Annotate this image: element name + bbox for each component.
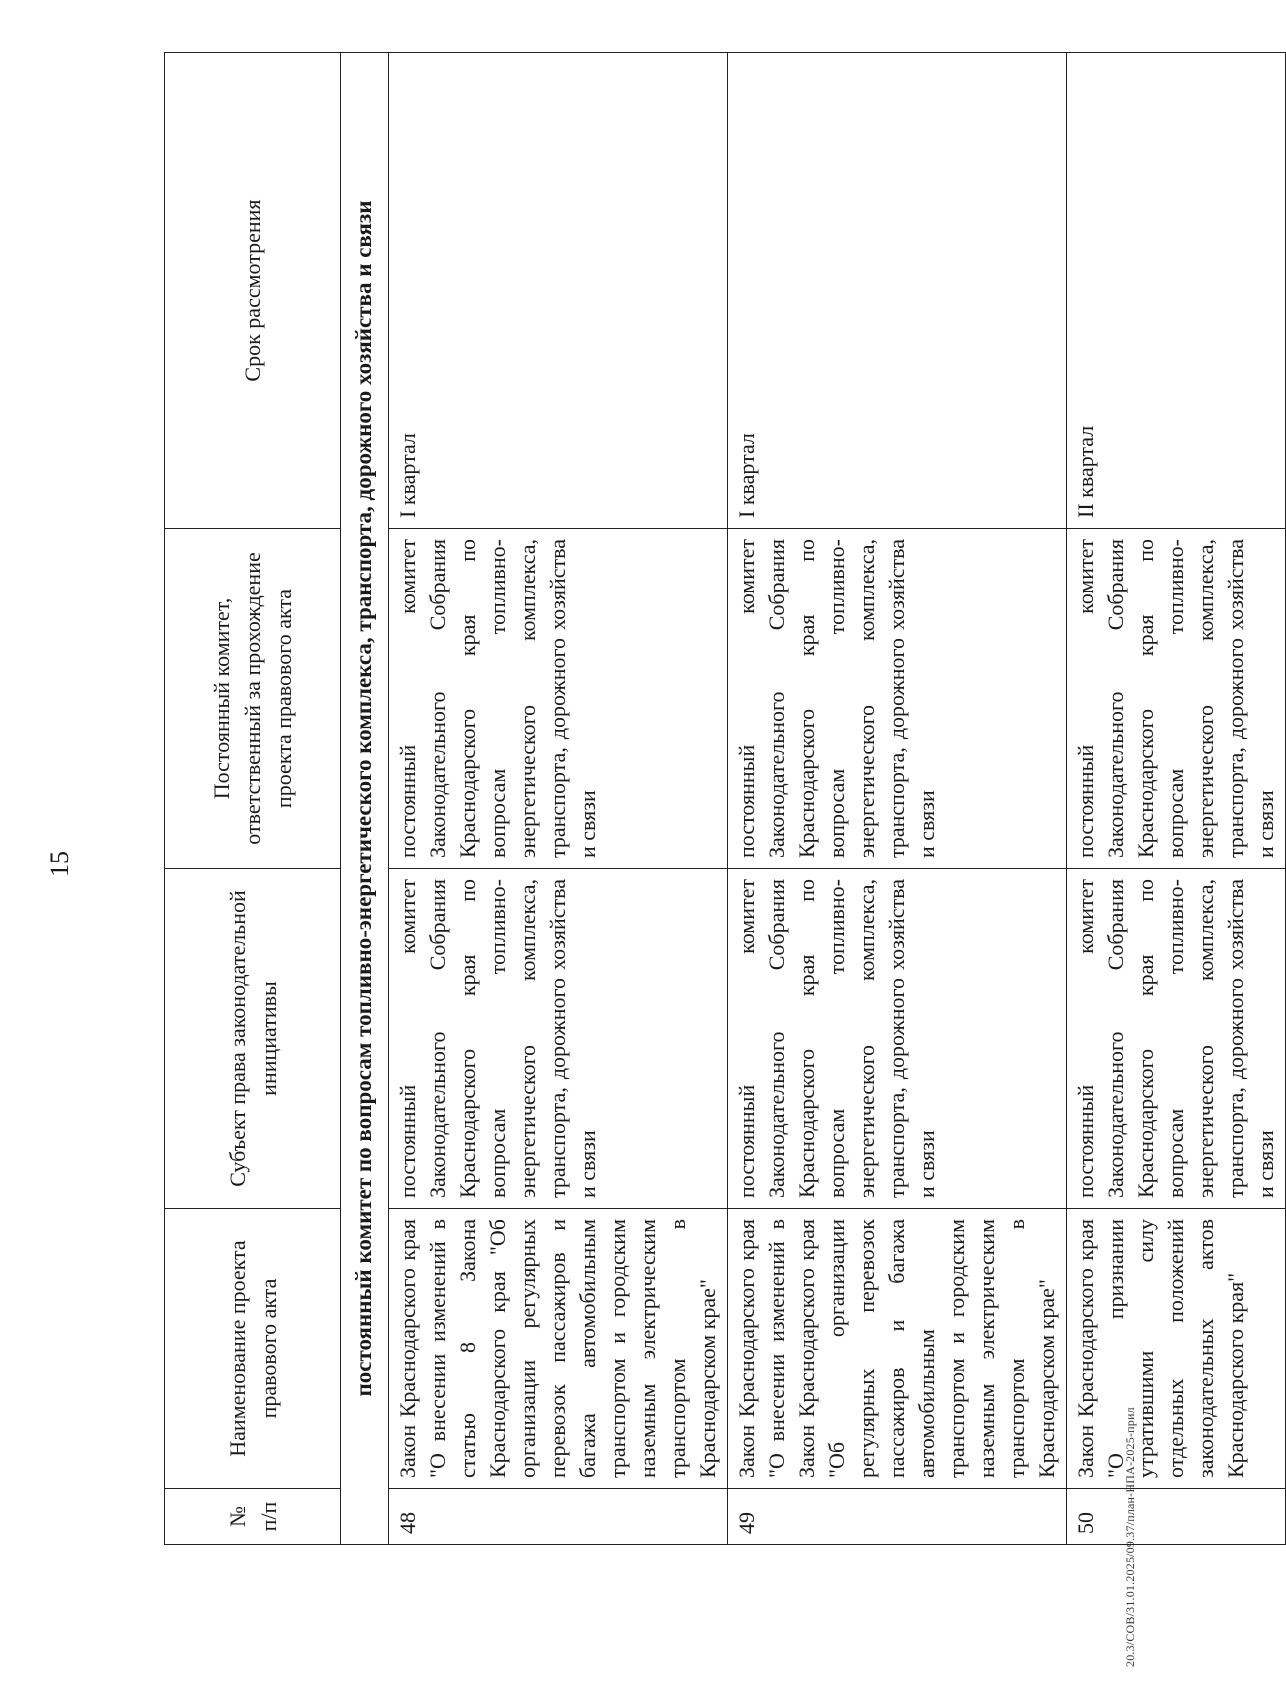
- responsible-committee-cell: постоянный комитет Законодательного Собрания Краснодарского края по вопросам топливно-энергетического комплекса, транспорта, дорожного хозяйства и связи: [389, 529, 728, 869]
- document-code: 20.3/СОВ/31.01.2025/09.37/план-НПА-2025-прил: [1123, 1407, 1137, 1667]
- header-responsible-committee: Постоянный комитет, ответственный за прохождение проекта правового акта: [165, 529, 341, 869]
- initiative-subject-cell: постоянный комитет Законодательного Собрания Краснодарского края по вопросам топливно-энергетического комплекса, транспорта, дорожного хозяйства и связи: [389, 869, 728, 1209]
- row-number: 49: [728, 1489, 1067, 1545]
- act-name-cell: Закон Краснодарского края "О внесении изменений в статью 8 Закона Краснодарского края "Об организации регулярных перевозок пассажиров и багажа автомобильным транспортом и городским наземным электрическим транспортом в Краснодарском крае": [389, 1209, 728, 1489]
- table-row: [1067, 53, 1286, 1545]
- review-term-cell: I квартал: [728, 53, 1067, 529]
- act-name-cell: Закон Краснодарского края "О признании утратившими силу отдельных положений законодательных актов Краснодарского края": [1067, 1209, 1286, 1489]
- initiative-subject-cell: постоянный комитет Законодательного Собрания Краснодарского края по вопросам топливно-энергетического комплекса, транспорта, дорожного хозяйства и связи: [1067, 869, 1286, 1209]
- header-number: № п/п: [165, 1489, 341, 1545]
- section-title: постоянный комитет по вопросам топливно-энергетического комплекса, транспорта, дорожного хозяйства и связи: [341, 53, 389, 1545]
- page-number: 15: [45, 851, 74, 877]
- table-row: [389, 53, 728, 1545]
- row-number: 48: [389, 1489, 728, 1545]
- review-term-cell: II квартал: [1067, 53, 1286, 529]
- section-row: [341, 53, 389, 1545]
- header-review-term: Срок рассмотрения: [165, 53, 341, 529]
- responsible-committee-cell: постоянный комитет Законодательного Собрания Краснодарского края по вопросам топливно-энергетического комплекса, транспорта, дорожного хозяйства и связи: [728, 529, 1067, 869]
- responsible-committee-cell: постоянный комитет Законодательного Собрания Краснодарского края по вопросам топливно-энергетического комплекса, транспорта, дорожного хозяйства и связи: [1067, 529, 1286, 869]
- table-row: [728, 53, 1067, 1545]
- header-act-name: Наименование проекта правового акта: [165, 1209, 341, 1489]
- legislation-plan-table: [164, 52, 1286, 1545]
- review-term-cell: I квартал: [389, 53, 728, 529]
- table-header-row: [165, 53, 341, 1545]
- initiative-subject-cell: постоянный комитет Законодательного Собрания Краснодарского края по вопросам топливно-энергетического комплекса, транспорта, дорожного хозяйства и связи: [728, 869, 1067, 1209]
- row-number: 50: [1067, 1489, 1286, 1545]
- header-initiative-subject: Субъект права законодательной инициативы: [165, 869, 341, 1209]
- act-name-cell: Закон Краснодарского края "О внесении изменений в Закон Краснодарского края "Об организации регулярных перевозок пассажиров и багажа автомобильным транспортом и городским наземным электрическим транспортом в Краснодарском крае": [728, 1209, 1067, 1489]
